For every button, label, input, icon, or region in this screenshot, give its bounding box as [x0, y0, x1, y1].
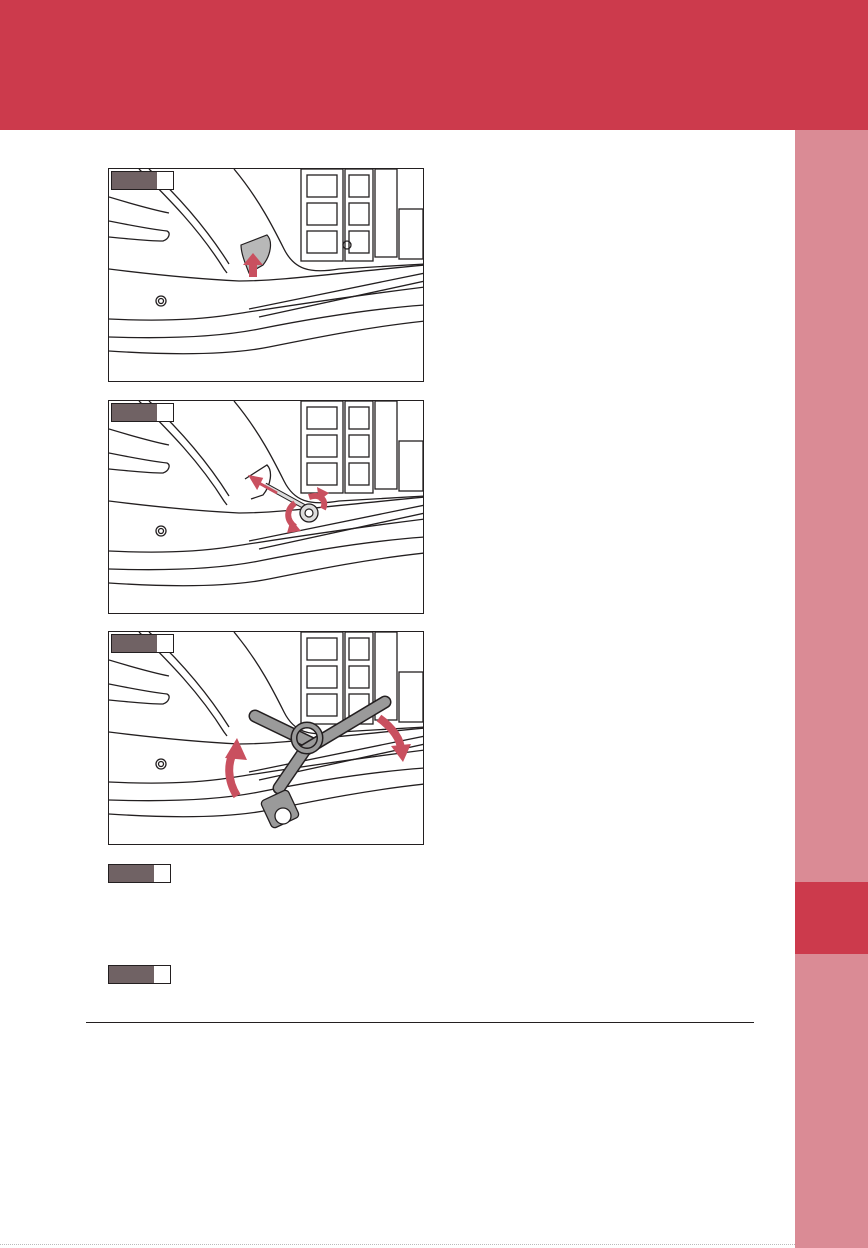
section-side-tab[interactable] — [795, 130, 868, 1248]
section-side-tab-active[interactable] — [795, 882, 868, 954]
lug-wrench-icon — [255, 702, 385, 829]
note-badge-1 — [108, 864, 171, 883]
figure-remove-cover — [108, 168, 424, 382]
step-badge-fill — [112, 635, 157, 652]
bumper-illustration — [109, 632, 424, 845]
header-band — [0, 0, 868, 130]
step-badge-3 — [111, 634, 174, 653]
figure-tighten-eyelet — [108, 631, 424, 845]
insert-arrow-icon — [251, 477, 277, 493]
note-badge-fill — [109, 966, 154, 983]
bumper-illustration — [109, 169, 424, 382]
step-badge-fill — [112, 172, 157, 189]
step-badge-2 — [111, 403, 174, 422]
note-badge-2 — [108, 965, 171, 984]
section-divider — [86, 1022, 754, 1023]
step-badge-fill — [112, 404, 157, 421]
bottom-crop-line — [0, 1244, 795, 1245]
bumper-illustration — [109, 401, 424, 614]
step-badge-1 — [111, 171, 174, 190]
note-badge-fill — [109, 865, 154, 882]
figure-install-eyelet — [108, 400, 424, 614]
